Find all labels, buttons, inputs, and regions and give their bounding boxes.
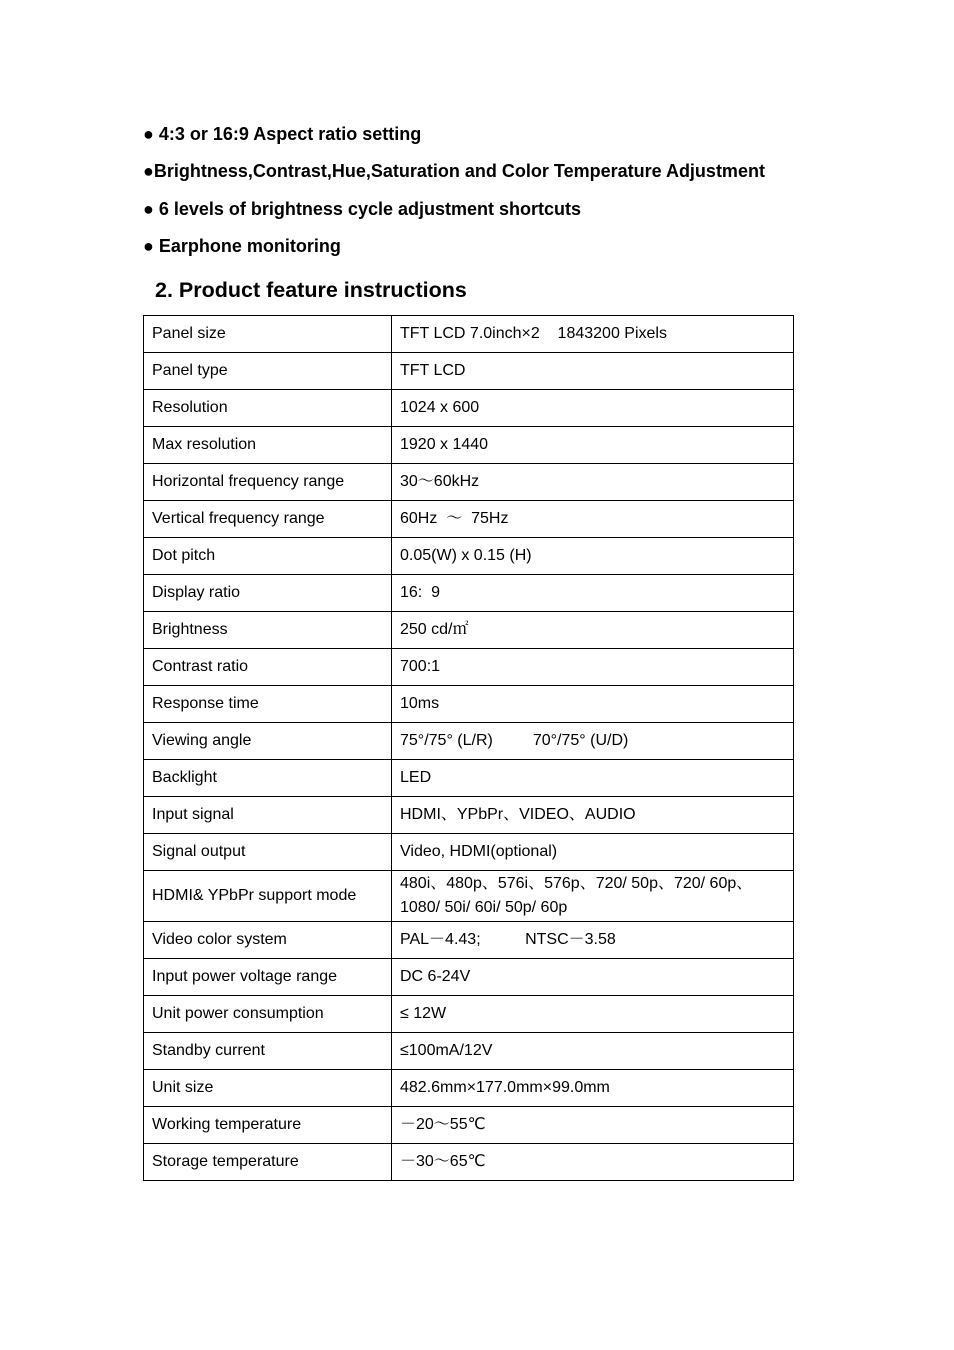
table-row bbox=[144, 501, 794, 538]
spec-value: 250 cd/㎡ bbox=[392, 612, 794, 649]
spec-value: 700:1 bbox=[392, 649, 794, 686]
spec-label: Dot pitch bbox=[144, 538, 392, 575]
spec-label: Signal output bbox=[144, 834, 392, 871]
spec-label: Input power voltage range bbox=[144, 959, 392, 996]
spec-value: 60Hz ～ 75Hz bbox=[392, 501, 794, 538]
spec-label: Viewing angle bbox=[144, 723, 392, 760]
table-row bbox=[144, 649, 794, 686]
feature-item: ● Earphone monitoring bbox=[143, 236, 341, 257]
spec-label: Panel type bbox=[144, 353, 392, 390]
table-row bbox=[144, 834, 794, 871]
table-row bbox=[144, 959, 794, 996]
spec-value: 75°/75° (L/R) 70°/75° (U/D) bbox=[392, 723, 794, 760]
spec-value: 30～60kHz bbox=[392, 464, 794, 501]
spec-value: HDMI、YPbPr、VIDEO、AUDIO bbox=[392, 797, 794, 834]
spec-label: Max resolution bbox=[144, 427, 392, 464]
table-row bbox=[144, 760, 794, 797]
table-row bbox=[144, 797, 794, 834]
feature-item: ●Brightness,Contrast,Hue,Saturation and Color Temperature Adjustment bbox=[143, 161, 765, 182]
feature-item: ● 6 levels of brightness cycle adjustment shortcuts bbox=[143, 198, 582, 219]
table-row bbox=[144, 390, 794, 427]
table-row bbox=[144, 316, 794, 353]
spec-label: Backlight bbox=[144, 760, 392, 797]
spec-label: Display ratio bbox=[144, 575, 392, 612]
spec-label: HDMI& YPbPr support mode bbox=[144, 871, 392, 922]
spec-value: LED bbox=[392, 760, 794, 797]
spec-value: －30～65℃ bbox=[392, 1144, 794, 1181]
spec-label: Vertical frequency range bbox=[144, 501, 392, 538]
table-row bbox=[144, 612, 794, 649]
spec-value: 0.05(W) x 0.15 (H) bbox=[392, 538, 794, 575]
spec-value: －20～55℃ bbox=[392, 1107, 794, 1144]
spec-label: Horizontal frequency range bbox=[144, 464, 392, 501]
spec-value: 480i、480p、576i、576p、720/ 50p、720/ 60p、1080/ 50i/ 60i/ 50p/ 60p bbox=[392, 871, 794, 922]
spec-label: Panel size bbox=[144, 316, 392, 353]
spec-label: Input signal bbox=[144, 797, 392, 834]
spec-label: Resolution bbox=[144, 390, 392, 427]
spec-value: ≤ 12W bbox=[392, 996, 794, 1033]
spec-value: 482.6mm×177.0mm×99.0mm bbox=[392, 1070, 794, 1107]
spec-value: ≤100mA/12V bbox=[392, 1033, 794, 1070]
spec-label: Unit power consumption bbox=[144, 996, 392, 1033]
spec-label: Response time bbox=[144, 686, 392, 723]
table-row bbox=[144, 538, 794, 575]
table-row bbox=[144, 871, 794, 922]
spec-value: 1920 x 1440 bbox=[392, 427, 794, 464]
spec-label: Storage temperature bbox=[144, 1144, 392, 1181]
table-row bbox=[144, 464, 794, 501]
spec-value: 16: 9 bbox=[392, 575, 794, 612]
table-row bbox=[144, 922, 794, 959]
spec-label: Standby current bbox=[144, 1033, 392, 1070]
spec-label: Video color system bbox=[144, 922, 392, 959]
spec-value: DC 6-24V bbox=[392, 959, 794, 996]
spec-table bbox=[143, 315, 794, 1181]
table-row bbox=[144, 1144, 794, 1181]
spec-label: Unit size bbox=[144, 1070, 392, 1107]
spec-label: Brightness bbox=[144, 612, 392, 649]
spec-label: Working temperature bbox=[144, 1107, 392, 1144]
spec-value: Video, HDMI(optional) bbox=[392, 834, 794, 871]
spec-value: PAL－4.43; NTSC－3.58 bbox=[392, 922, 794, 959]
table-row bbox=[144, 427, 794, 464]
spec-value: TFT LCD 7.0inch×2 1843200 Pixels bbox=[392, 316, 794, 353]
table-row bbox=[144, 996, 794, 1033]
table-row bbox=[144, 575, 794, 612]
spec-label: Contrast ratio bbox=[144, 649, 392, 686]
table-row bbox=[144, 1070, 794, 1107]
feature-list bbox=[143, 121, 843, 271]
spec-value: 1024 x 600 bbox=[392, 390, 794, 427]
spec-value: TFT LCD bbox=[392, 353, 794, 390]
table-row bbox=[144, 686, 794, 723]
table-row bbox=[144, 723, 794, 760]
section-title: 2. Product feature instructions bbox=[155, 278, 467, 302]
table-row bbox=[144, 1033, 794, 1070]
spec-value: 10ms bbox=[392, 686, 794, 723]
table-row bbox=[144, 353, 794, 390]
table-row bbox=[144, 1107, 794, 1144]
feature-item: ● 4:3 or 16:9 Aspect ratio setting bbox=[143, 124, 422, 144]
